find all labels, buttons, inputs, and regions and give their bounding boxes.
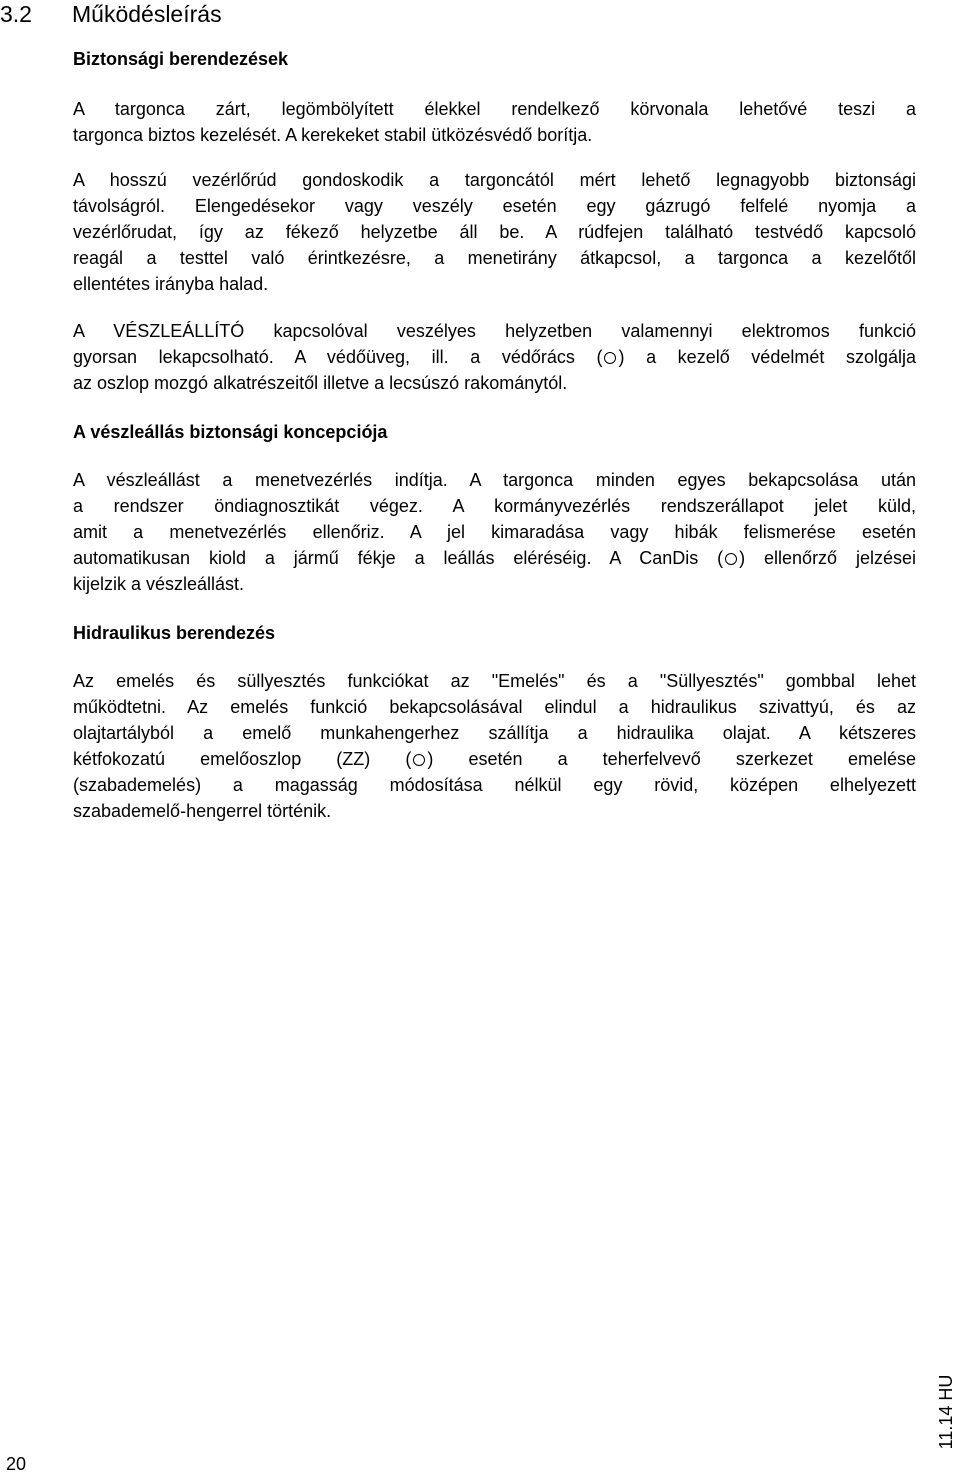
text-fragment: gyorsan lekapcsolható. A védőüveg, ill. (73, 347, 449, 367)
reference-circle-icon (725, 553, 737, 565)
hydraulic-paragraph (73, 668, 916, 824)
text-line: olajtartályból a emelő munkahengerhez szállítja a hidraulika olajat. A kétszeres (73, 723, 916, 743)
text-line: kijelzik a vészleállást. (73, 574, 245, 594)
text-line: reagál a testtel való érintkezésre, a menetirány átkapcsol, a targonca a kezelőtől (73, 248, 916, 268)
text-line: A hosszú vezérlőrúd gondoskodik a targoncától mért lehető legnagyobb biztonsági (73, 170, 916, 190)
section-number: 3.2 (0, 1, 32, 27)
text-fragment: ) esetén a teherfelvevő szerkezet emelése (427, 749, 916, 769)
text-line: A VÉSZLEÁLLÍTÓ kapcsolóval veszélyes helyzetben valamennyi elektromos funkció (73, 321, 916, 341)
text-line (73, 545, 916, 571)
text-fragment: ) ellenőrző jelzései (739, 548, 916, 568)
text-line: vezérlőrudat, így az fékező helyzetbe áll be. A rúdfejen található testvédő kapcsoló (73, 222, 916, 242)
text-line: működtetni. Az emelés funkció bekapcsolásával elindul a hidraulikus szivattyú, és az (73, 697, 916, 717)
text-line: szabademelő-hengerrel történik. (73, 801, 332, 821)
text-line: a rendszer öndiagnosztikát végez. A kormányvezérlés rendszerállapot jelet küld, (73, 496, 916, 516)
text-line (73, 746, 916, 772)
safety-paragraph-3 (73, 318, 916, 396)
text-line: távolságról. Elengedésekor vagy veszély esetén egy gázrugó felfelé nyomja a (73, 196, 916, 216)
page-number: 20 (6, 1454, 27, 1474)
text-line: A vészleállást a menetvezérlés indítja. A targonca minden egyes bekapcsolása után (73, 470, 916, 490)
text-line: az oszlop mozgó alkatrészeitől illetve a lecsúszó rakománytól. (73, 373, 568, 393)
text-fragment: automatikusan kiold a jármű fékje a leállás eléréséig. A CanDis ( (73, 548, 724, 568)
text-fragment: kétfokozatú emelőoszlop (ZZ) ( (73, 749, 412, 769)
hydraulic-heading-block (73, 622, 916, 644)
date-code: 11.14 HU (936, 1374, 956, 1450)
emergency-heading-block (73, 421, 916, 443)
safety-heading-block (73, 48, 916, 70)
emergency-paragraph (73, 467, 916, 597)
text-line: amit a menetvezérlés ellenőriz. A jel kimaradása vagy hibák felismerése esetén (73, 522, 916, 542)
safety-paragraph-2 (73, 167, 916, 297)
text-line: targonca biztos kezelését. A kerekeket stabil ütközésvédő borítja. (73, 125, 593, 145)
text-fragment: a védőrács ( (470, 347, 603, 367)
reference-circle-icon (604, 352, 616, 364)
section-heading (0, 0, 222, 28)
hydraulic-heading: Hidraulikus berendezés (73, 623, 276, 643)
text-line: A targonca zárt, legömbölyített élekkel rendelkező körvonala lehetővé teszi a (73, 99, 916, 119)
safety-heading: Biztonsági berendezések (73, 49, 289, 69)
reference-circle-icon (413, 754, 425, 766)
text-fragment: ) a kezelő védelmét szolgálja (618, 347, 916, 367)
emergency-heading: A vészleállás biztonsági koncepciója (73, 422, 388, 442)
section-title: Működésleírás (72, 1, 222, 27)
text-line: (szabademelés) a magasság módosítása nélkül egy rövid, középen elhelyezett (73, 775, 916, 795)
safety-paragraph-1 (73, 96, 916, 148)
text-line (73, 344, 916, 370)
text-line: Az emelés és süllyesztés funkciókat az "Emelés" és a "Süllyesztés" gombbal lehet (73, 671, 916, 691)
text-line: ellentétes irányba halad. (73, 274, 269, 294)
